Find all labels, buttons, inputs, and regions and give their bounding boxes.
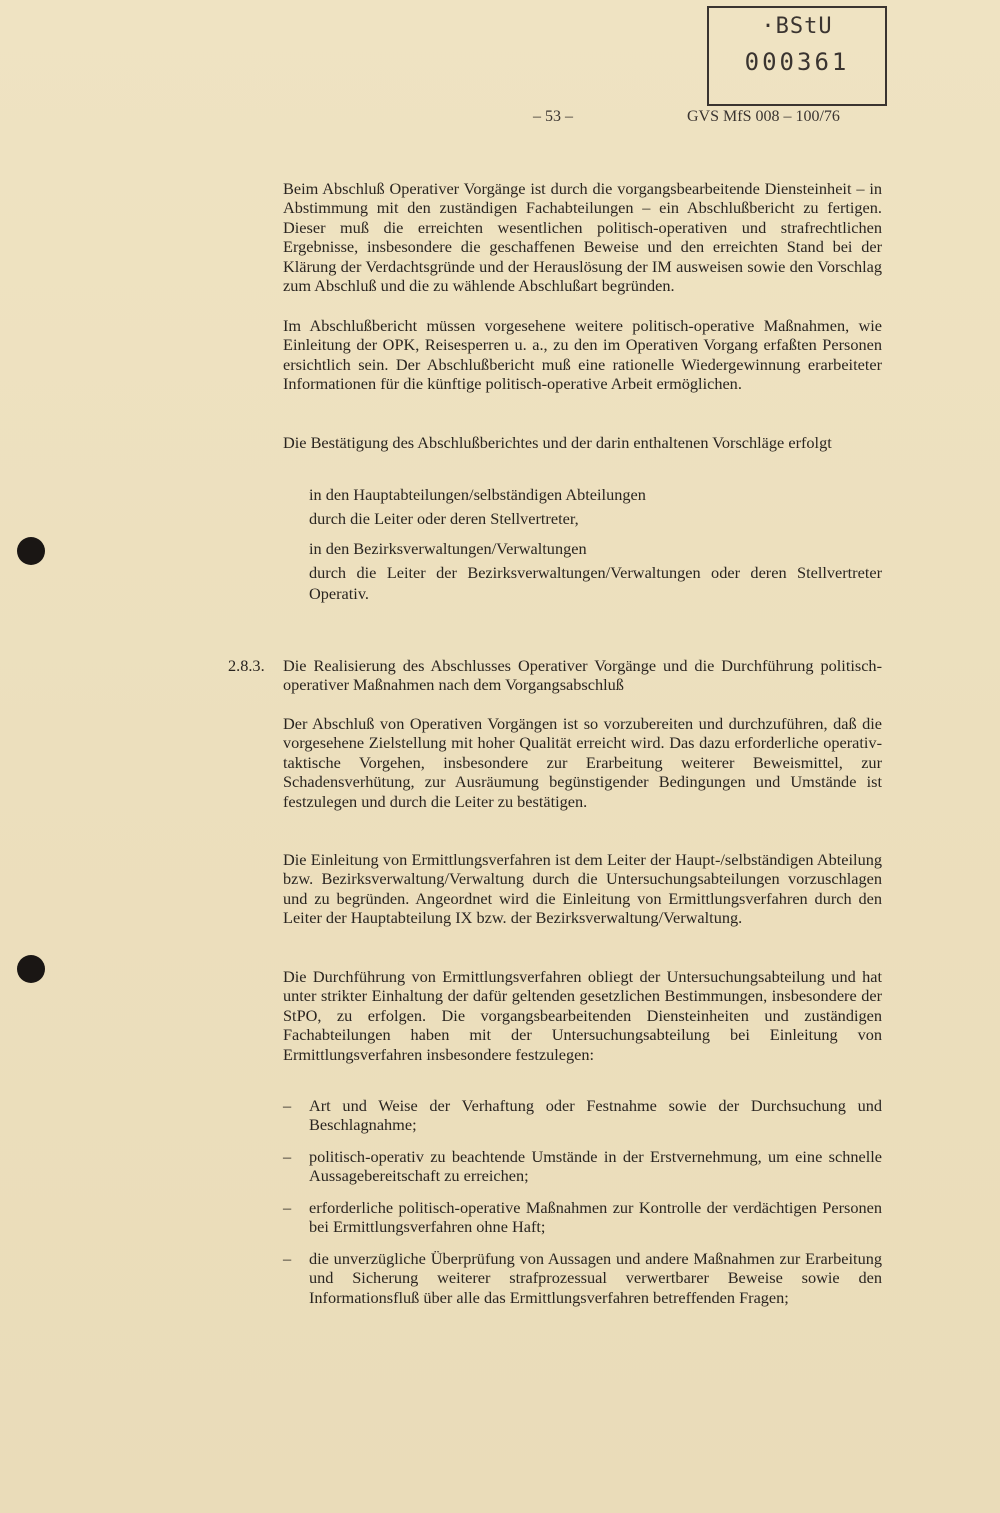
section-number: 2.8.3. xyxy=(228,656,265,675)
archive-stamp xyxy=(707,6,887,106)
confirmation-item-2-line2: durch die Leiter der Bezirksverwaltungen/Verwaltungen oder deren Stellvertreter Operativ. xyxy=(309,563,882,603)
intro-paragraph-1: Beim Abschluß Operativer Vorgänge ist durch die vorgangsbearbeitende Diensteinheit – in Abstimmung mit den zuständigen Fachabteilungen – ein Abschlußbericht zu fertigen. Dieser muß die erreichten wesentlichen politisch-operativen und strafrechtlichen Ergebnisse, insbesondere die geschaffenen Beweise und den erreichten Stand bei der Klärung der Verdachtsgründe und der Herauslösung der IM ausweisen sowie den Vorschlag zum Abschluß und die zu wählende Abschlußart begründen. xyxy=(283,179,882,296)
section-paragraph-2: Die Einleitung von Ermittlungsverfahren ist dem Leiter der Haupt-/selbständigen Abteilung bzw. Bezirksverwaltung/Verwaltung durch die Untersuchungsabteilungen vorzuschlagen und zu begründen. Angeordnet wird die Einleitung von Ermittlungsverfahren durch den Leiter der Hauptabteilung IX bzw. der Bezirksverwaltung/Verwaltung. xyxy=(283,850,882,928)
list-item xyxy=(283,1249,882,1307)
stamp-number: 000361 xyxy=(744,48,850,76)
list-dash: – xyxy=(283,1096,292,1115)
intro-paragraph-2: Im Abschlußbericht müssen vorgesehene weitere politisch-operative Maßnahmen, wie Einleitung der OPK, Reisesperren u. a., zu den im Operativen Vorgang erfaßten Personen ersichtlich sein. Der Abschlußbericht muß eine rationelle Wiedergewinnung erarbeiteter Informationen für die künftige politisch-operative Arbeit ermöglichen. xyxy=(283,316,882,394)
list-item-text: politisch-operativ zu beachtende Umstände in der Erstvernehmung, um eine schnelle Aussagebereitschaft zu erreichen; xyxy=(309,1147,882,1186)
punch-hole-bottom xyxy=(17,955,45,983)
section-paragraph-1: Der Abschluß von Operativen Vorgängen ist so vorzubereiten und durchzuführen, daß die vorgesehene Zielstellung mit hoher Qualität erreicht wird. Das dazu erforderliche operativ-taktische Vorgehen, insbesondere zur Erarbeitung weiterer Beweismittel, zur Schadensverhütung, zur Ausräumung begünstigender Bedingungen und Umstände ist festzulegen und durch die Leiter zu bestätigen. xyxy=(283,714,882,811)
confirmation-item-1 xyxy=(309,483,882,531)
confirmation-item-1-line1: in den Hauptabteilungen/selbständigen Abteilungen xyxy=(309,485,646,504)
list-item-text: die unverzügliche Überprüfung von Aussagen und andere Maßnahmen zur Erarbeitung und Sicherung weiterer strafprozessual verwertbarer Beweise sowie den Informationsfluß über alle das Ermittlungsverfahren betreffenden Fragen; xyxy=(309,1249,882,1307)
document-reference: GVS MfS 008 – 100/76 xyxy=(687,108,840,125)
section-paragraph-3: Die Durchführung von Ermittlungsverfahren obliegt der Untersuchungsabteilung und hat unter strikter Einhaltung der dafür geltenden gesetzlichen Bestimmungen, insbesondere der StPO, zu erfolgen. Die vorgangsbearbeitenden Diensteinheiten und zuständigen Fachabteilungen haben mit der Untersuchungsabteilung bei Einleitung von Ermittlungsverfahren insbesondere festzulegen: xyxy=(283,967,882,1064)
list-dash: – xyxy=(283,1249,292,1268)
list-item xyxy=(283,1198,882,1237)
punch-hole-top xyxy=(17,537,45,565)
list-item xyxy=(283,1096,882,1135)
confirmation-item-2-line1: in den Bezirksverwaltungen/Verwaltungen xyxy=(309,539,587,558)
list-dash: – xyxy=(283,1198,292,1217)
section-title: Die Realisierung des Abschlusses Operativer Vorgänge und die Durchführung politisch-operativer Maßnahmen nach dem Vorgangsabschluß xyxy=(283,656,882,695)
list-item-text: erforderliche politisch-operative Maßnahmen zur Kontrolle der verdächtigen Personen bei Ermittlungsverfahren ohne Haft; xyxy=(309,1198,882,1237)
list-dash: – xyxy=(283,1147,292,1166)
confirmation-item-2 xyxy=(309,538,882,604)
page-number: – 53 – xyxy=(533,108,573,125)
list-item-text: Art und Weise der Verhaftung oder Festnahme sowie der Durchsuchung und Beschlagnahme; xyxy=(309,1096,882,1135)
list-item xyxy=(283,1147,882,1186)
stamp-agency: ·BStU xyxy=(761,14,833,39)
confirmation-paragraph: Die Bestätigung des Abschlußberichtes und der darin enthaltenen Vorschläge erfolgt xyxy=(283,433,832,452)
confirmation-item-1-line2: durch die Leiter oder deren Stellvertreter, xyxy=(309,509,579,528)
